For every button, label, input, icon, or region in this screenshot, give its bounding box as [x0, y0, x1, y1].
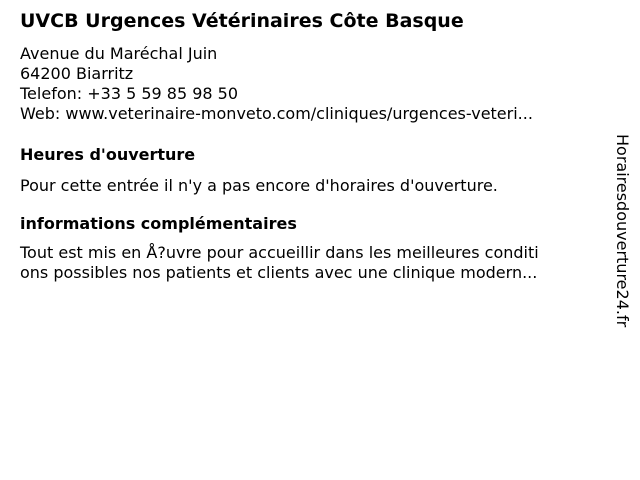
page-title: UVCB Urgences Vétérinaires Côte Basque: [20, 10, 464, 32]
opening-hours-heading: Heures d'ouverture: [20, 145, 196, 164]
additional-info-heading: informations complémentaires: [20, 214, 297, 233]
website-link[interactable]: Web: www.veterinaire-monveto.com/cliniques/urgences-veteri...: [20, 104, 533, 123]
additional-info-text: [20, 243, 600, 283]
additional-info-line: ons possibles nos patients et clients avec une clinique modern...: [20, 263, 538, 282]
site-brand-vertical: Horairesdouverture24.fr: [613, 134, 632, 328]
address-block: [20, 44, 533, 124]
opening-hours-text: Pour cette entrée il n'y a pas encore d'horaires d'ouverture.: [20, 176, 498, 195]
additional-info-line: Tout est mis en Å?uvre pour accueillir dans les meilleures conditi: [20, 243, 539, 262]
phone-number: Telefon: +33 5 59 85 98 50: [20, 84, 239, 103]
street-address: Avenue du Maréchal Juin: [20, 44, 218, 63]
city-address: 64200 Biarritz: [20, 64, 134, 83]
